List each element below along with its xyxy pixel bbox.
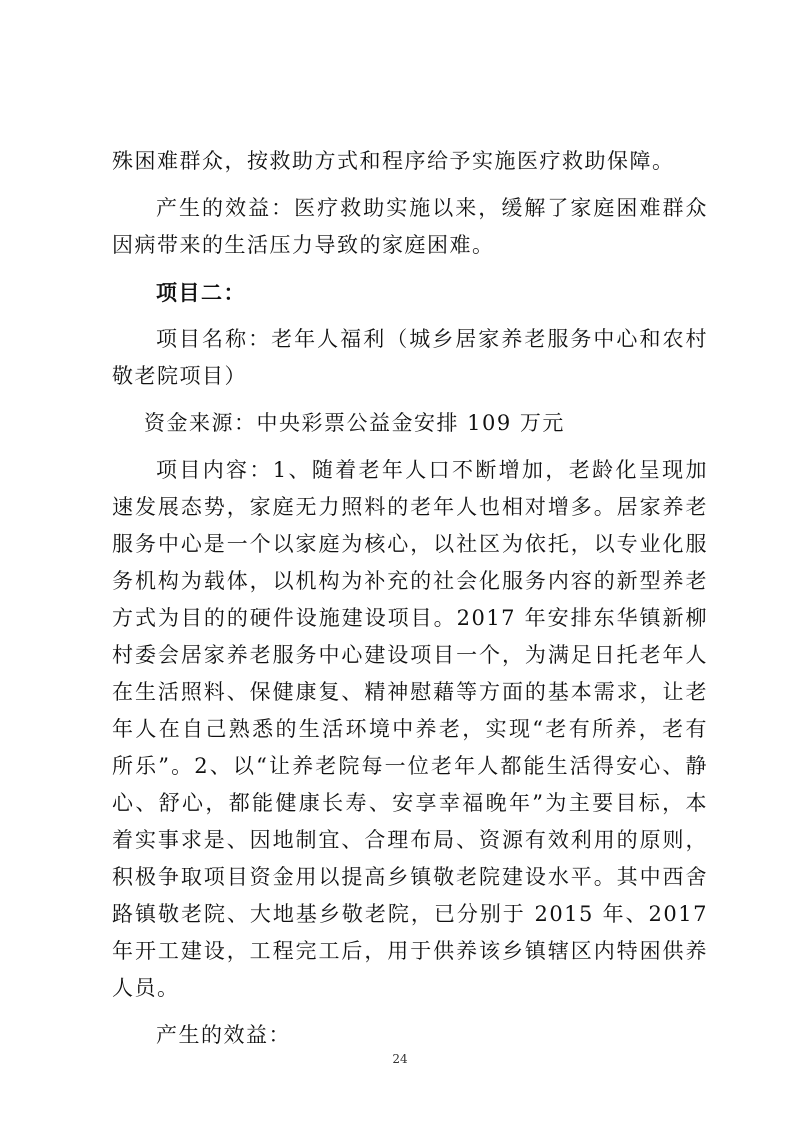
document-body (112, 143, 708, 1054)
paragraph-benefit-2: 产生的效益： (156, 1023, 291, 1047)
paragraph-benefit-1: 产生的效益：医疗救助实施以来，缓解了家庭困难群众因病带来的生活压力导致的家庭困难。 (112, 196, 708, 257)
section-heading-project-2: 项目二： (156, 280, 246, 305)
paragraph-project-content: 项目内容：1、随着老年人口不断增加，老龄化呈现加速发展态势，家庭无力照料的老年人也相对增多。居家养老服务中心是一个以家庭为核心，以社区为依托，以专业化服务机构为载体，以机构为补充的社会化服务内容的新型养老方式为目的的硬件设施建设项目。2017 年安排东华镇新柳村委会居家养老服务中心建设项目一个，为满足日托老年人在生活照料、保健康复、精神慰藉等方面的基本需求，让老年人在自己熟悉的生活环境中养老，实现“老有所养，老有所乐”。2、以“让养老院每一位老年人都能生活得安心、静心、舒心，都能健康长寿、安享幸福晚年”为主要目标，本着实事求是、因地制宜、合理布局、资源有效利用的原则，积极争取项目资金用以提高乡镇敬老院建设水平。其中西舍路镇敬老院、大地基乡敬老院，已分别于 2015 年、2017 年开工建设，工程完工后，用于供养该乡镇辖区内特困供养人员。 (112, 458, 708, 1000)
paragraph-funding-source: 资金来源：中央彩票公益金安排 109 万元 (144, 411, 565, 435)
paragraph-continuation: 殊困难群众，按救助方式和程序给予实施医疗救助保障。 (112, 149, 675, 173)
paragraph-project-name: 项目名称：老年人福利（城乡居家养老服务中心和农村敬老院项目） (112, 327, 708, 388)
page-number: 24 (392, 1052, 408, 1066)
